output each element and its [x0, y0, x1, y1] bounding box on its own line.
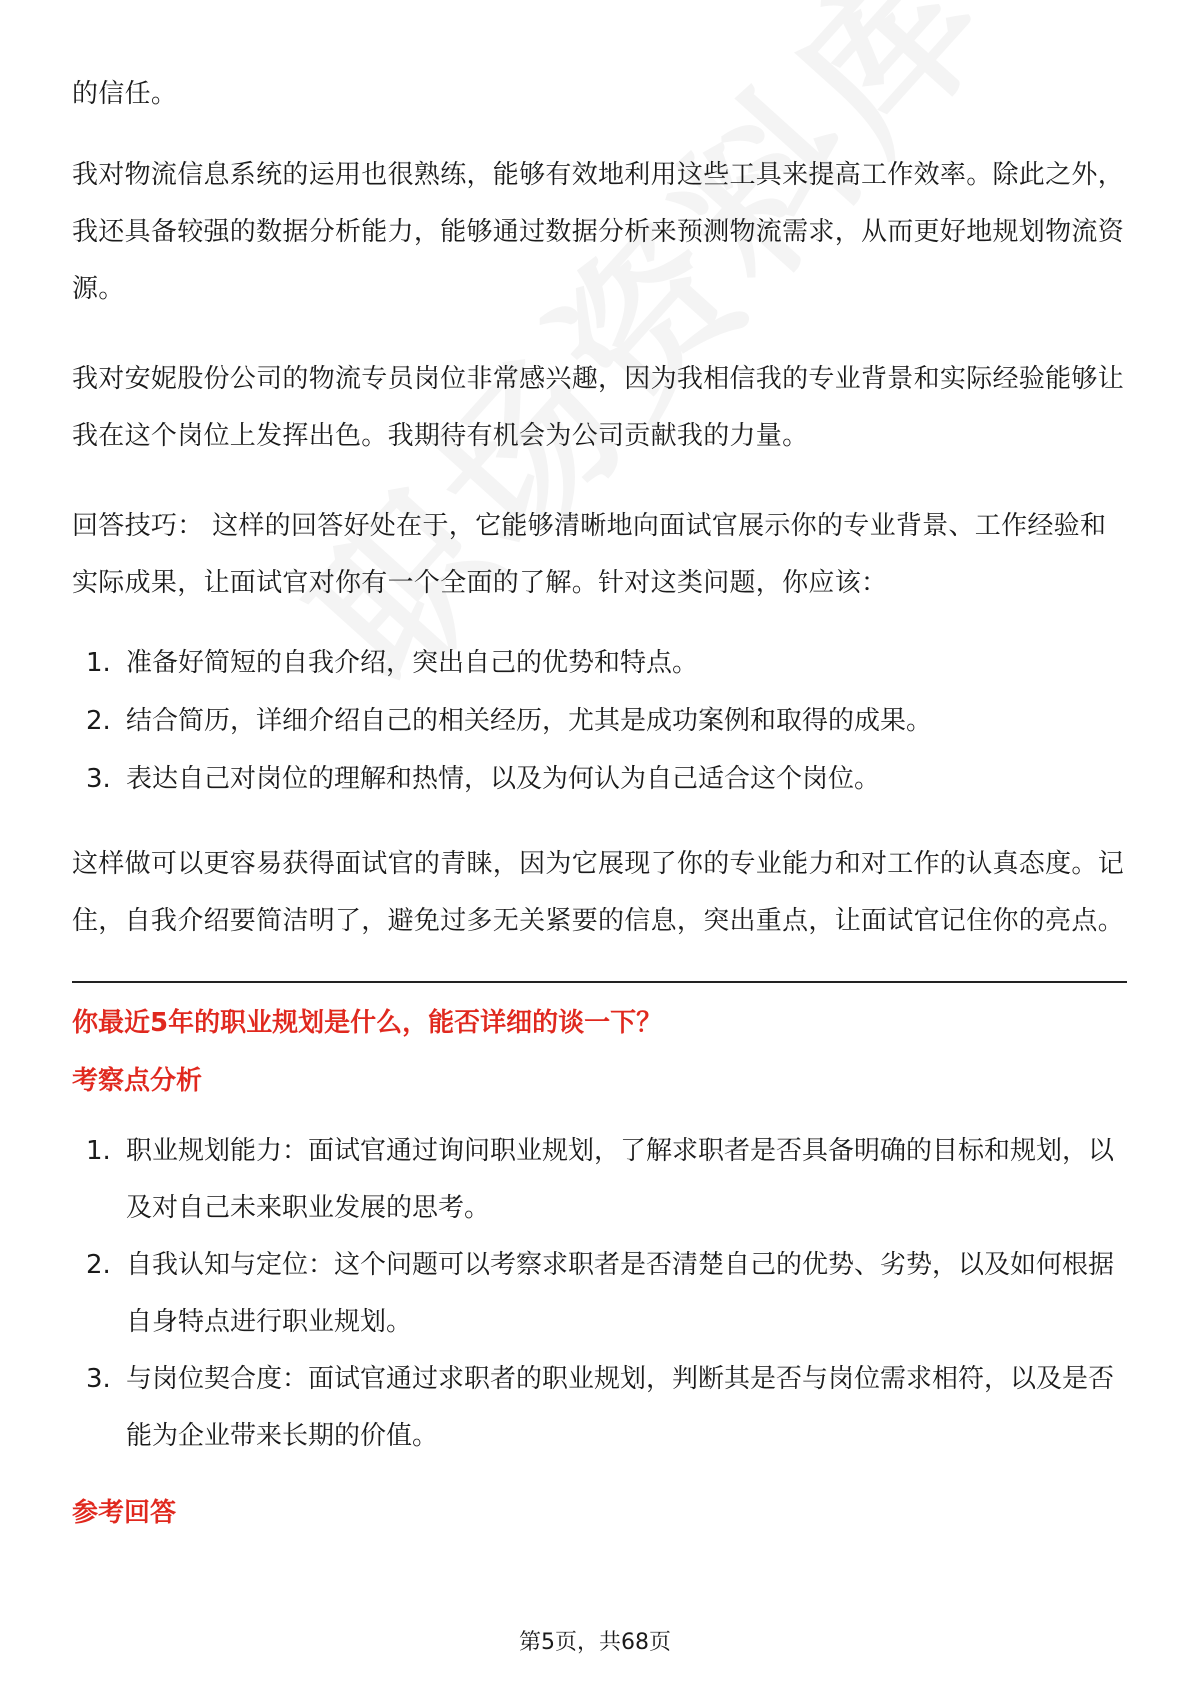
page-content: [72, 66, 1127, 1555]
paragraph-closing: 这样做可以更容易获得面试官的青睐，因为它展现了你的专业能力和对工作的认真态度。记住，自我介绍要简洁明了，避免过多无关紧要的信息，突出重点，让面试官记住你的亮点。: [72, 849, 1125, 936]
list-text: 职业规划能力：面试官通过询问职业规划，了解求职者是否具备明确的目标和规划，以及对自己未来职业发展的思考。: [126, 1136, 1115, 1223]
analysis-heading: 考察点分析: [72, 1066, 203, 1096]
list-number: 1.: [86, 1136, 111, 1166]
list-number: 2.: [86, 706, 111, 736]
list-number: 1.: [86, 648, 111, 678]
paragraph-answer-tips: 回答技巧： 这样的回答好处在于，它能够清晰地向面试官展示你的专业背景、工作经验和实际成果，让面试官对你有一个全面的了解。针对这类问题，你应该：: [72, 511, 1107, 598]
list-item: [72, 1237, 1127, 1351]
list-text: 与岗位契合度：面试官通过求职者的职业规划，判断其是否与岗位需求相符，以及是否能为企业带来长期的价值。: [126, 1364, 1115, 1451]
page-footer: 第5页，共68页: [519, 1630, 671, 1655]
list-number: 3.: [86, 1364, 111, 1394]
list-item: [72, 634, 1127, 692]
list-text: 自我认知与定位：这个问题可以考察求职者是否清楚自己的优势、劣势，以及如何根据自身特点进行职业规划。: [126, 1250, 1115, 1337]
list-item: [72, 1351, 1127, 1465]
list-text: 表达自己对岗位的理解和热情，以及为何认为自己适合这个岗位。: [126, 764, 881, 794]
section-divider: [72, 981, 1127, 983]
list-text: 结合简历，详细介绍自己的相关经历，尤其是成功案例和取得的成果。: [126, 706, 933, 736]
list-item: [72, 750, 1127, 808]
intro-tail: 的信任。: [72, 79, 178, 109]
list-item: [72, 1123, 1127, 1237]
list-text: 准备好简短的自我介绍，突出自己的优势和特点。: [126, 648, 699, 678]
list-number: 3.: [86, 764, 111, 794]
tips-list: [72, 634, 1127, 808]
list-item: [72, 692, 1127, 750]
paragraph-skills: 我对物流信息系统的运用也很熟练，能够有效地利用这些工具来提高工作效率。除此之外，我还具备较强的数据分析能力，能够通过数据分析来预测物流需求，从而更好地规划物流资源。: [72, 160, 1125, 304]
question-title: 你最近5年的职业规划是什么，能否详细的谈一下？: [72, 1008, 663, 1038]
list-number: 2.: [86, 1250, 111, 1280]
answer-heading: 参考回答: [72, 1498, 177, 1528]
analysis-list: [72, 1123, 1127, 1465]
paragraph-interest: 我对安妮股份公司的物流专员岗位非常感兴趣，因为我相信我的专业背景和实际经验能够让我在这个岗位上发挥出色。我期待有机会为公司贡献我的力量。: [72, 364, 1125, 451]
